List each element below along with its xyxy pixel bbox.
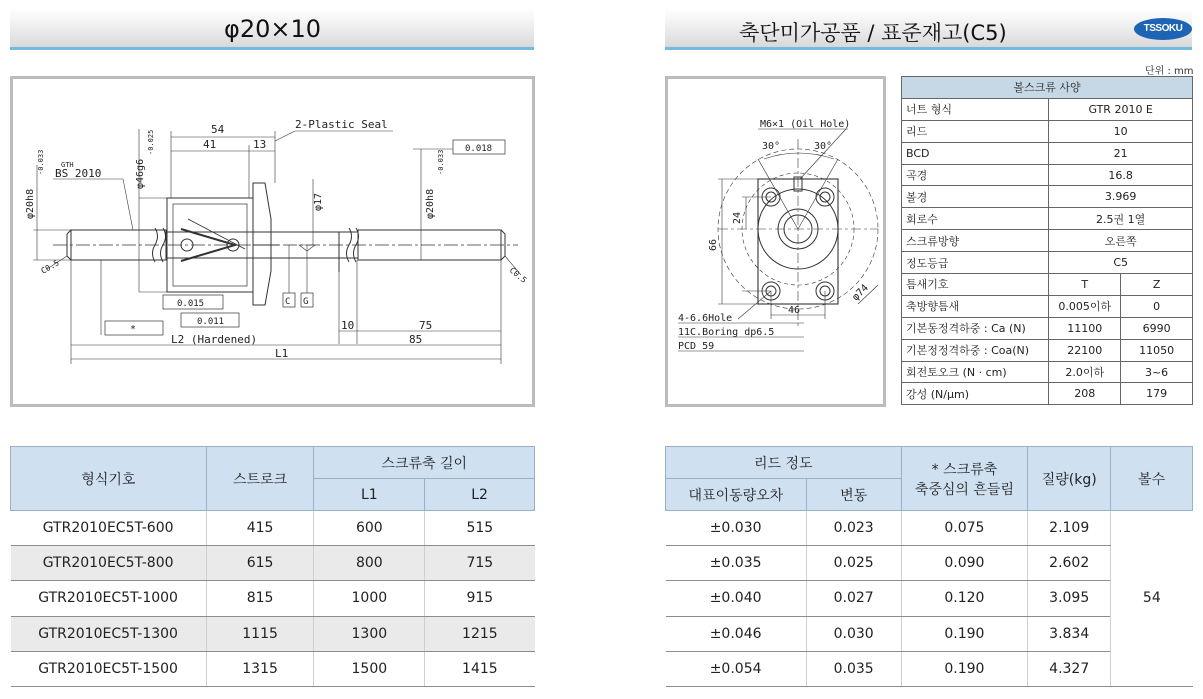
cell-variation: 0.027 [806, 581, 901, 616]
tol-0015: 0.015 [177, 299, 205, 309]
dim-66: 66 [708, 238, 719, 251]
cell-l2: 515 [425, 511, 535, 546]
cell-stroke: 415 [206, 511, 314, 546]
cell-rep-error: ±0.035 [666, 546, 807, 581]
table-row [11, 581, 535, 616]
cell-l1: 800 [314, 546, 425, 581]
spec-row [902, 120, 1193, 142]
header-mass: 질량(kg) [1028, 447, 1111, 511]
tol-0011: 0.011 [197, 317, 225, 327]
cell-stroke: 615 [206, 546, 314, 581]
spec-value: 0 [1121, 295, 1193, 317]
spec-value: 10 [1049, 120, 1193, 142]
shaft-dia-left: φ20h8 [25, 188, 36, 219]
tssoku-logo: TSSOKU [1134, 18, 1192, 40]
cell-l2: 1215 [425, 616, 535, 651]
cell-mass: 3.834 [1028, 616, 1111, 651]
oil-hole-label: M6×1 (Oil Hole) [760, 119, 851, 130]
cell-l1: 1300 [314, 616, 425, 651]
dim-54: 54 [211, 123, 225, 136]
spec-label: 회로수 [902, 208, 1049, 230]
model-table [10, 446, 535, 687]
cell-l2: 1415 [425, 651, 535, 686]
spec-value: GTR 2010 E [1049, 98, 1193, 120]
cell-l2: 715 [425, 546, 535, 581]
l1-label: L1 [275, 347, 289, 360]
spec-value: 0.005이하 [1049, 295, 1121, 317]
chamfer-right: C0.5 [507, 265, 529, 285]
spec-label: 회전토오크 (N · cm) [902, 361, 1049, 383]
shaft-dia-right: φ20h8 [425, 188, 436, 219]
l2-label: L2 (Hardened) [171, 333, 258, 346]
bs-label: BS 2010 [55, 167, 102, 180]
cell-mass: 2.109 [1028, 511, 1111, 546]
gth-label: GTH [61, 161, 74, 169]
header-length: 스크류축 길이 [314, 447, 535, 479]
cell-runout: 0.190 [901, 616, 1028, 651]
angle-right: 30° [814, 141, 833, 152]
spec-label: 정도등급 [902, 252, 1049, 274]
spec-value: 208 [1049, 383, 1121, 405]
seal-label: 2-Plastic Seal [295, 118, 388, 131]
header-stroke: 스트로크 [206, 447, 314, 511]
spec-label: 축방향틈새 [902, 295, 1049, 317]
spec-value: 2.5권 1열 [1049, 208, 1193, 230]
pcd-label: PCD 59 [678, 341, 715, 352]
spec-row [902, 208, 1193, 230]
dim-74: φ74 [850, 282, 871, 304]
spec-value: 22100 [1049, 339, 1121, 361]
cell-mass: 3.095 [1028, 581, 1111, 616]
spec-row [902, 186, 1193, 208]
cell-balls: 54 [1111, 511, 1193, 687]
star-mark: * [130, 324, 137, 335]
table-row [11, 616, 535, 651]
spec-value: 16.8 [1049, 164, 1193, 186]
spec-row [902, 274, 1193, 296]
header-rep-error: 대표이동량오차 [666, 479, 807, 511]
cell-stroke: 815 [206, 581, 314, 616]
right-title: 축단미가공품 / 표준재고(C5) [739, 21, 1007, 45]
cell-model: GTR2010EC5T-1000 [11, 581, 207, 616]
flange-drawing [668, 79, 883, 404]
header-runout [901, 447, 1028, 511]
boring-label: 11C.Boring dp6.5 [678, 327, 775, 338]
table-row [11, 651, 535, 686]
spec-row [902, 142, 1193, 164]
datum-g: G [303, 297, 309, 307]
spec-value: 3~6 [1121, 361, 1193, 383]
cell-rep-error: ±0.054 [666, 651, 807, 686]
datum-c: C [285, 297, 291, 307]
cell-variation: 0.035 [806, 651, 901, 686]
spec-label: 곡경 [902, 164, 1049, 186]
left-banner [10, 8, 534, 50]
cell-variation: 0.025 [806, 546, 901, 581]
spec-value: Z [1121, 274, 1193, 296]
angle-left: 30° [762, 141, 781, 152]
accuracy-table [665, 446, 1193, 687]
header-lead-accuracy: 리드 정도 [666, 447, 902, 479]
dim-24: 24 [732, 211, 743, 224]
spec-row [902, 98, 1193, 120]
cell-stroke: 1315 [206, 651, 314, 686]
header-variation: 변동 [806, 479, 901, 511]
spec-row [902, 164, 1193, 186]
cell-rep-error: ±0.046 [666, 616, 807, 651]
left-title: φ20×10 [224, 15, 322, 43]
header-runout-line1: * 스크류축 [931, 461, 998, 478]
spec-value: 오른쪽 [1049, 230, 1193, 252]
cell-stroke: 1115 [206, 616, 314, 651]
spec-value: C5 [1049, 252, 1193, 274]
spec-value: 2.0이하 [1049, 361, 1121, 383]
cell-variation: 0.030 [806, 616, 901, 651]
spec-row [902, 317, 1193, 339]
tol-0018: 0.018 [465, 144, 493, 154]
shaft-dia-right-tol: -0.033 [437, 149, 445, 175]
cell-mass: 2.602 [1028, 546, 1111, 581]
cell-rep-error: ±0.030 [666, 511, 807, 546]
cell-model: GTR2010EC5T-1500 [11, 651, 207, 686]
spec-value: 3.969 [1049, 186, 1193, 208]
spec-value: 6990 [1121, 317, 1193, 339]
spec-label: BCD [902, 142, 1049, 164]
cell-rep-error: ±0.040 [666, 581, 807, 616]
spec-value: 179 [1121, 383, 1193, 405]
spec-row [902, 361, 1193, 383]
cell-model: GTR2010EC5T-600 [11, 511, 207, 546]
dim-41: 41 [203, 138, 217, 151]
dim-85: 85 [409, 333, 423, 346]
chamfer-left: C0.5 [39, 258, 61, 276]
cell-runout: 0.190 [901, 651, 1028, 686]
cell-runout: 0.075 [901, 511, 1028, 546]
header-runout-line2: 축중심의 흔들림 [914, 481, 1014, 498]
spec-label: 너트 형식 [902, 98, 1049, 120]
shaft-drawing-panel [10, 76, 535, 407]
spec-row [902, 252, 1193, 274]
spec-table [901, 76, 1193, 405]
nut-dia: φ46g6 [135, 158, 146, 189]
header-l1: L1 [314, 479, 425, 511]
spec-row [902, 230, 1193, 252]
dim-46: 46 [788, 305, 801, 316]
spec-value: 11050 [1121, 339, 1193, 361]
cell-l1: 1000 [314, 581, 425, 616]
spec-label: 기본정정격하중 : Coa(N) [902, 339, 1049, 361]
cell-model: GTR2010EC5T-800 [11, 546, 207, 581]
spec-label: 강성 (N/μm) [902, 383, 1049, 405]
table-row [666, 511, 1193, 546]
spec-row [902, 383, 1193, 405]
shaft-drawing [13, 79, 532, 404]
spec-label: 리드 [902, 120, 1049, 142]
shaft-dia-left-tol: -0.033 [37, 149, 45, 175]
flange-drawing-panel [665, 76, 886, 407]
spec-title: 볼스크류 사양 [902, 77, 1193, 99]
spec-value: 11100 [1049, 317, 1121, 339]
spec-label: 틈새기호 [902, 274, 1049, 296]
holes-label: 4-6.6Hole [678, 313, 733, 324]
right-banner [665, 8, 1192, 50]
spec-value: T [1049, 274, 1121, 296]
spec-label: 기본동정격하중 : Ca (N) [902, 317, 1049, 339]
cell-runout: 0.090 [901, 546, 1028, 581]
table-row [11, 546, 535, 581]
cell-model: GTR2010EC5T-1300 [11, 616, 207, 651]
spec-value: 21 [1049, 142, 1193, 164]
spec-label: 스크류방향 [902, 230, 1049, 252]
dim-75: 75 [419, 319, 433, 332]
cell-runout: 0.120 [901, 581, 1028, 616]
header-balls: 볼수 [1111, 447, 1193, 511]
cell-l1: 1500 [314, 651, 425, 686]
cell-variation: 0.023 [806, 511, 901, 546]
dim-13: 13 [253, 138, 267, 151]
spec-row [902, 339, 1193, 361]
unit-label: 단위 : mm [1145, 66, 1194, 77]
header-model: 형식기호 [11, 447, 207, 511]
nut-dia-tol: -0.025 [147, 129, 155, 155]
spec-label: 볼경 [902, 186, 1049, 208]
dim-10: 10 [341, 319, 355, 332]
spec-row [902, 295, 1193, 317]
cell-mass: 4.327 [1028, 651, 1111, 686]
cell-l2: 915 [425, 581, 535, 616]
header-l2: L2 [425, 479, 535, 511]
table-row [11, 511, 535, 546]
nut-dia-17: φ17 [313, 192, 324, 211]
cell-l1: 600 [314, 511, 425, 546]
